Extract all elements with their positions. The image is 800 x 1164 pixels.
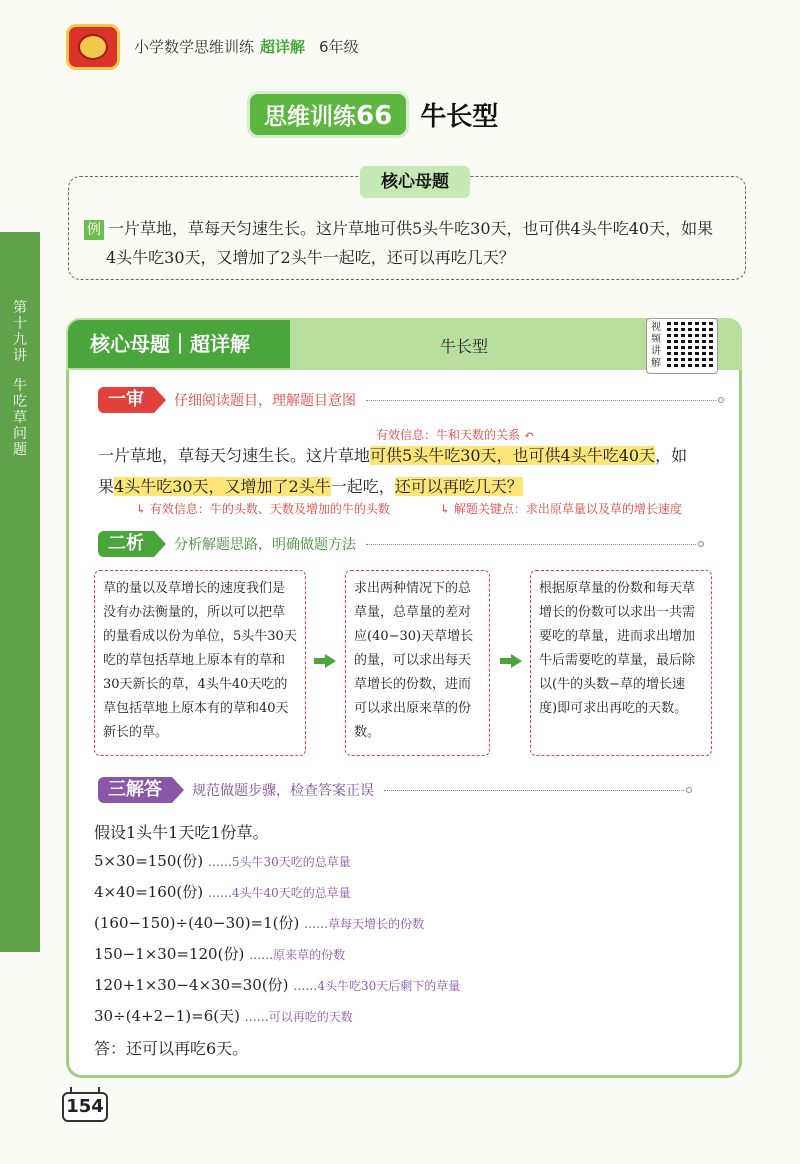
problem-line-2: 4头牛吃30天，又增加了2头牛一起吃，还可以再吃几天？ [106, 248, 515, 267]
solution-line [94, 881, 351, 902]
solution-panel-title: 核心母题｜超详解 [68, 320, 290, 368]
leader-dots: …… [207, 886, 232, 900]
analysis-box-1: 草的量以及草增长的速度我们是没有办法衡量的，所以可以把草的量看成以份为单位，5头牛30天吃的草包括草地上原本有的草和30天新长的草，4头牛40天吃的草包括草地上原本有的草和40天新长的草。 [94, 570, 306, 756]
solution-note: 5头牛30天吃的总草量 [231, 855, 351, 869]
qr-code-icon [667, 322, 715, 370]
qr-label [649, 322, 663, 370]
analysis-box-2: 求出两种情况下的总草量，总草量的差对应(40−30)天草增长的量，可以求出每天草增长的份数，进而可以求出原来草的份数。 [345, 570, 490, 756]
step-analyze-badge: 二析 [98, 531, 154, 557]
rule-end-dot [698, 541, 704, 547]
side-char: 讲 [13, 348, 27, 364]
read-text-plain: 果 [98, 477, 115, 496]
lesson-title [250, 93, 498, 135]
step-solve-header [98, 777, 692, 803]
solution-note: 可以再吃的天数 [268, 1010, 353, 1024]
publisher-logo [66, 24, 120, 70]
side-char: 十 [13, 316, 27, 332]
annotation-relation-text: 有效信息：牛和天数的关系 [376, 428, 521, 442]
side-char: 牛 [13, 378, 27, 394]
book-title-highlight: 超详解 [260, 38, 306, 56]
solution-note: 原来草的份数 [273, 948, 346, 962]
leader-dots: …… [249, 948, 274, 962]
rule-end-dot [686, 787, 692, 793]
read-text-plain: ，如 [655, 446, 688, 465]
book-title [134, 36, 359, 57]
solution-note: 草每天增长的份数 [328, 917, 425, 931]
solution-line [94, 1005, 353, 1026]
annotation-key: ↳ 解题关键点：求出原草量以及草的增长速度 [440, 502, 682, 516]
analysis-box-3: 根据原草量的份数和每天草增长的份数可以求出一共需要吃的草量，进而求出增加牛后需要吃的草量，最后除以(牛的头数−草的增长速度)即可求出再吃的天数。 [530, 570, 712, 756]
solution-expression: 30÷(4+2−1)=6(天) [94, 1007, 240, 1025]
annotation-info-text: 有效信息：牛的头数、天数及增加的牛的头数 [149, 502, 390, 516]
solution-expression: 4×40=160(份) [94, 883, 204, 901]
solution-answer: 答：还可以再吃6天。 [94, 1039, 249, 1058]
read-line-1 [98, 440, 728, 471]
read-text-highlight: 还可以再吃几天？ [394, 477, 523, 496]
step-analyze-header [98, 531, 704, 557]
grade-label: 6年级 [319, 38, 359, 56]
solution-expression: (160−150)÷(40−30)=1(份) [94, 914, 300, 932]
chapter-side-text [8, 300, 32, 458]
example-badge: 例 [84, 220, 104, 240]
solution-expression: 150−1×30=120(份) [94, 945, 245, 963]
solution-assumption: 假设1头牛1天吃1份草。 [94, 823, 269, 842]
annotation-key-text: 解题关键点：求出原草量以及草的增长速度 [453, 502, 682, 516]
lesson-name: 牛长型 [420, 101, 499, 132]
problem-heading: 核心母题 [360, 166, 470, 198]
step-analyze-desc: 分析解题思路，明确做题方法 [174, 537, 356, 553]
read-text-highlight: 可供5头牛吃30天，也可供4头牛吃40天 [370, 446, 656, 465]
dotted-rule [366, 400, 716, 401]
read-text-plain: 一起吃， [330, 477, 395, 496]
step-read-header [98, 387, 724, 413]
side-char: 九 [13, 332, 27, 348]
lesson-number: 66 [356, 100, 393, 131]
problem-line-1-text: 一片草地，草每天匀速生长。这片草地可供5头牛吃30天，也可供4头牛吃40天，如果 [108, 219, 714, 238]
logo-emblem [78, 34, 108, 60]
page-number: 154 [62, 1092, 108, 1122]
read-text-highlight: 4头牛吃30天，又增加了2头牛 [114, 477, 331, 496]
step-read-text [98, 440, 728, 502]
problem-text [84, 214, 734, 272]
leader-dots: …… [304, 917, 329, 931]
leader-dots: …… [244, 1010, 269, 1024]
qr-label-char: 讲 [651, 346, 661, 357]
solution-note: 4头牛吃30天后剩下的草量 [317, 979, 461, 993]
qr-label-char: 视 [651, 322, 661, 333]
leader-dots: …… [293, 979, 318, 993]
side-char: 吃 [13, 394, 27, 410]
dotted-rule [366, 544, 696, 545]
lesson-badge [250, 94, 406, 135]
solution-line [94, 943, 345, 964]
annotation-relation: 有效信息：牛和天数的关系 ↶ [376, 428, 534, 442]
step-solve-badge: 三解答 [98, 777, 172, 803]
annotation-info: ↳ 有效信息：牛的头数、天数及增加的牛的头数 [136, 502, 390, 516]
rule-end-dot [718, 397, 724, 403]
solution-line [94, 912, 424, 933]
arrow-right-icon [500, 654, 522, 668]
side-char: 第 [13, 300, 27, 316]
side-char: 问 [13, 426, 27, 442]
step-read-desc: 仔细阅读题目，理解题目意图 [174, 393, 356, 409]
solution-line [94, 850, 351, 871]
book-title-text: 小学数学思维训练 [134, 38, 255, 56]
solution-expression: 5×30=150(份) [94, 852, 204, 870]
solution-line [94, 974, 460, 995]
qr-label-char: 解 [651, 358, 661, 369]
dotted-rule [384, 790, 684, 791]
solution-panel-subtitle: 牛长型 [440, 337, 489, 356]
read-text-plain: 一片草地，草每天匀速生长。这片草地 [98, 446, 371, 465]
problem-line-1 [84, 214, 734, 243]
step-read-badge: 一审 [98, 387, 154, 413]
qr-label-char: 频 [651, 334, 661, 345]
video-qr-code[interactable] [646, 318, 718, 374]
arrow-right-icon [314, 654, 336, 668]
leader-dots: …… [207, 855, 232, 869]
solution-note: 4头牛40天吃的总草量 [231, 886, 351, 900]
read-line-2 [98, 471, 728, 502]
solution-expression: 120+1×30−4×30=30(份) [94, 976, 289, 994]
side-char: 草 [13, 410, 27, 426]
side-char: 题 [13, 442, 27, 458]
step-solve-desc: 规范做题步骤，检查答案正误 [192, 783, 374, 799]
lesson-prefix: 思维训练 [264, 103, 356, 130]
